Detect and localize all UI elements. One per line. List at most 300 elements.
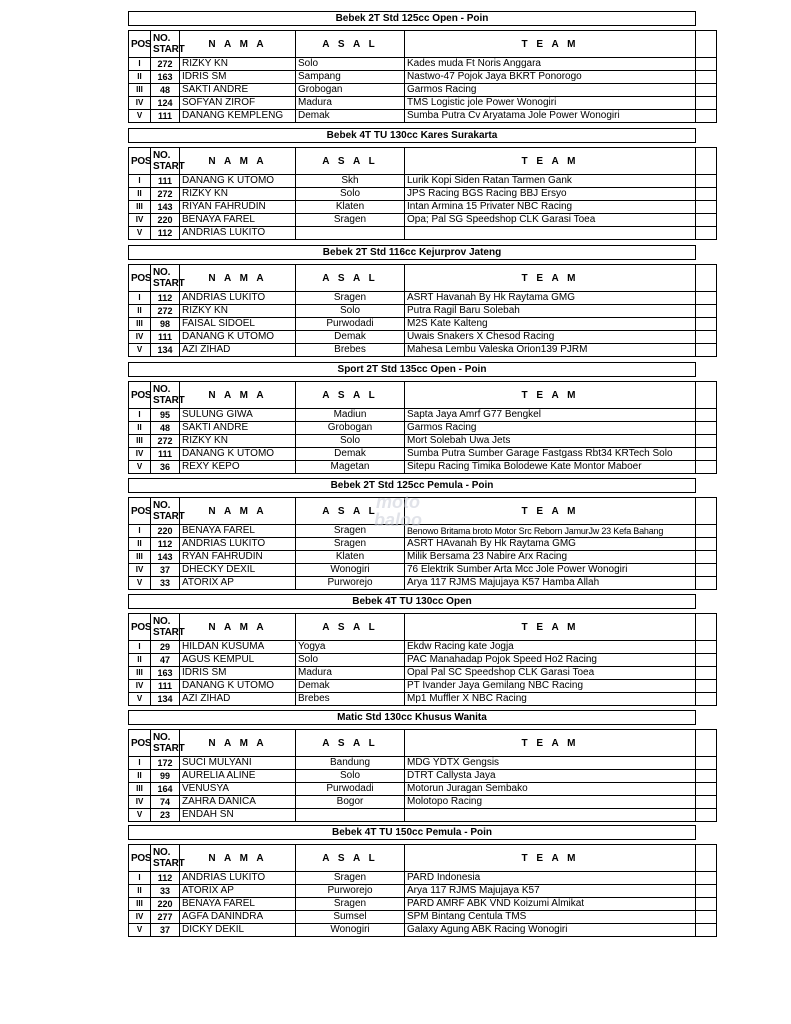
empty-cell (696, 84, 717, 97)
position-cell: IV (129, 911, 151, 924)
team-cell: Arya 117 RJMS Majujaya K57 Hamba Allah (405, 577, 696, 590)
team-cell: Sumba Putra Cv Aryatama Jole Power Wonogiri (405, 110, 696, 123)
column-header-start: START (153, 44, 185, 55)
column-header-nama: N A M A (180, 265, 296, 292)
rider-name-cell: ZAHRA DANICA (180, 796, 296, 809)
column-header-asal: A S A L (296, 614, 405, 641)
column-header-no: NO. (153, 732, 171, 743)
origin-cell: Solo (296, 770, 405, 783)
results-table (128, 30, 717, 123)
table-header-row (129, 845, 717, 872)
start-number-cell: 98 (151, 318, 180, 331)
team-cell: Motorun Juragan Sembako (405, 783, 696, 796)
start-number-cell: 272 (151, 58, 180, 71)
origin-cell: Magetan (296, 461, 405, 474)
origin-cell: Sragen (296, 214, 405, 227)
table-row (129, 872, 717, 885)
rider-name-cell: ATORIX AP (180, 577, 296, 590)
team-cell: Intan Armina 15 Privater NBC Racing (405, 201, 696, 214)
column-header-no: NO. (153, 33, 171, 44)
results-table (128, 264, 717, 357)
position-cell: I (129, 292, 151, 305)
column-header-no-start (151, 498, 185, 525)
column-header-pos: POS (129, 382, 151, 409)
column-header-no-start (151, 845, 185, 872)
origin-cell: Solo (296, 435, 405, 448)
table-row (129, 577, 717, 590)
start-number-cell: 36 (151, 461, 180, 474)
empty-cell (696, 796, 717, 809)
origin-cell: Madura (296, 667, 405, 680)
rider-name-cell: SAKTI ANDRE (180, 422, 296, 435)
start-number-cell: 111 (151, 448, 180, 461)
column-header-pos: POS (129, 148, 151, 175)
results-table (128, 844, 717, 937)
team-cell: Opa; Pal SG Speedshop CLK Garasi Toea (405, 214, 696, 227)
column-header-no: NO. (153, 150, 171, 161)
position-cell: V (129, 693, 151, 706)
table-row (129, 175, 717, 188)
column-header-team: T E A M (405, 382, 696, 409)
column-header-pos: POS (129, 730, 151, 757)
column-header-start: START (153, 743, 185, 754)
start-number-cell: 220 (151, 898, 180, 911)
start-number-cell: 134 (151, 693, 180, 706)
race-class-title: Bebek 2T Std 125cc Pemula - Poin (128, 478, 696, 493)
team-cell: Kades muda Ft Noris Anggara (405, 58, 696, 71)
table-row (129, 757, 717, 770)
table-row (129, 525, 717, 538)
empty-cell (696, 461, 717, 474)
table-row (129, 84, 717, 97)
empty-cell (696, 110, 717, 123)
empty-column-header (696, 730, 717, 757)
position-cell: IV (129, 796, 151, 809)
origin-cell (296, 809, 405, 822)
team-cell: Uwais Snakers X Chesod Racing (405, 331, 696, 344)
column-header-asal: A S A L (296, 148, 405, 175)
rider-name-cell: RYAN FAHRUDIN (180, 551, 296, 564)
position-cell: I (129, 525, 151, 538)
team-cell: DTRT Callysta Jaya (405, 770, 696, 783)
position-cell: II (129, 654, 151, 667)
position-cell: V (129, 110, 151, 123)
start-number-cell: 23 (151, 809, 180, 822)
race-class-title: Bebek 4T TU 150cc Pemula - Poin (128, 825, 696, 840)
rider-name-cell: RIZKY KN (180, 305, 296, 318)
team-cell: Garmos Racing (405, 422, 696, 435)
position-cell: II (129, 422, 151, 435)
start-number-cell: 124 (151, 97, 180, 110)
empty-column-header (696, 614, 717, 641)
start-number-cell: 111 (151, 110, 180, 123)
column-header-start: START (153, 511, 185, 522)
position-cell: V (129, 577, 151, 590)
rider-name-cell: ANDRIAS LUKITO (180, 538, 296, 551)
race-class-title: Bebek 2T Std 116cc Kejurprov Jateng (128, 245, 696, 260)
origin-cell: Klaten (296, 201, 405, 214)
table-row (129, 227, 717, 240)
rider-name-cell: AZI ZIHAD (180, 344, 296, 357)
empty-cell (696, 331, 717, 344)
team-cell: MDG YDTX Gengsis (405, 757, 696, 770)
table-row (129, 667, 717, 680)
table-row (129, 305, 717, 318)
column-header-nama: N A M A (180, 148, 296, 175)
origin-cell: Yogya (296, 641, 405, 654)
team-cell: Opal Pal SC Speedshop CLK Garasi Toea (405, 667, 696, 680)
team-cell: Garmos Racing (405, 84, 696, 97)
start-number-cell: 272 (151, 435, 180, 448)
start-number-cell: 220 (151, 525, 180, 538)
rider-name-cell: AURELIA ALINE (180, 770, 296, 783)
rider-name-cell: SULUNG GIWA (180, 409, 296, 422)
rider-name-cell: DANANG K UTOMO (180, 175, 296, 188)
team-cell: Mort Solebah Uwa Jets (405, 435, 696, 448)
position-cell: III (129, 84, 151, 97)
column-header-start: START (153, 161, 185, 172)
position-cell: IV (129, 214, 151, 227)
rider-name-cell: DANANG KEMPLENG (180, 110, 296, 123)
rider-name-cell: RIZKY KN (180, 188, 296, 201)
empty-cell (696, 201, 717, 214)
column-header-team: T E A M (405, 148, 696, 175)
origin-cell: Purworejo (296, 885, 405, 898)
column-header-asal: A S A L (296, 382, 405, 409)
position-cell: II (129, 71, 151, 84)
origin-cell: Grobogan (296, 422, 405, 435)
team-cell: Putra Ragil Baru Solebah (405, 305, 696, 318)
start-number-cell: 111 (151, 175, 180, 188)
team-cell (405, 227, 696, 240)
rider-name-cell: DICKY DEKIL (180, 924, 296, 937)
start-number-cell: 48 (151, 84, 180, 97)
table-header-row (129, 382, 717, 409)
race-class-title: Matic Std 130cc Khusus Wanita (128, 710, 696, 725)
empty-cell (696, 872, 717, 885)
empty-cell (696, 448, 717, 461)
table-header-row (129, 31, 717, 58)
empty-column-header (696, 845, 717, 872)
position-cell: II (129, 305, 151, 318)
empty-column-header (696, 31, 717, 58)
table-row (129, 214, 717, 227)
team-cell: PT Ivander Jaya Gemilang NBC Racing (405, 680, 696, 693)
empty-cell (696, 641, 717, 654)
origin-cell: Bogor (296, 796, 405, 809)
origin-cell: Klaten (296, 551, 405, 564)
table-row (129, 97, 717, 110)
column-header-pos: POS (129, 265, 151, 292)
start-number-cell: 37 (151, 564, 180, 577)
empty-cell (696, 97, 717, 110)
column-header-pos: POS (129, 31, 151, 58)
empty-cell (696, 809, 717, 822)
column-header-no: NO. (153, 500, 171, 511)
empty-cell (696, 577, 717, 590)
column-header-team: T E A M (405, 845, 696, 872)
empty-cell (696, 667, 717, 680)
origin-cell (296, 227, 405, 240)
watermark-line-2: baloo (374, 510, 422, 530)
table-header-row (129, 265, 717, 292)
empty-cell (696, 305, 717, 318)
empty-column-header (696, 382, 717, 409)
origin-cell: Wonogiri (296, 564, 405, 577)
table-row (129, 924, 717, 937)
watermark-line-1: moto (376, 492, 420, 512)
team-cell: PARD AMRF ABK VND Koizumi Almikat (405, 898, 696, 911)
column-header-team: T E A M (405, 614, 696, 641)
team-cell: TMS Logistic jole Power Wonogiri (405, 97, 696, 110)
empty-cell (696, 564, 717, 577)
origin-cell: Brebes (296, 693, 405, 706)
position-cell: II (129, 188, 151, 201)
rider-name-cell: HILDAN KUSUMA (180, 641, 296, 654)
empty-cell (696, 318, 717, 331)
origin-cell: Solo (296, 188, 405, 201)
position-cell: III (129, 783, 151, 796)
column-header-no-start (151, 31, 185, 58)
empty-cell (696, 175, 717, 188)
column-header-asal: A S A L (296, 730, 405, 757)
rider-name-cell: DANANG K UTOMO (180, 331, 296, 344)
origin-cell: Sampang (296, 71, 405, 84)
table-row (129, 292, 717, 305)
column-header-asal: A S A L (296, 31, 405, 58)
table-row (129, 770, 717, 783)
position-cell: IV (129, 331, 151, 344)
origin-cell: Demak (296, 680, 405, 693)
table-header-row (129, 730, 717, 757)
table-row (129, 783, 717, 796)
team-cell: Nastwo-47 Pojok Jaya BKRT Ponorogo (405, 71, 696, 84)
rider-name-cell: IDRIS SM (180, 667, 296, 680)
origin-cell: Sumsel (296, 911, 405, 924)
empty-cell (696, 409, 717, 422)
table-header-row (129, 498, 717, 525)
table-header-row (129, 148, 717, 175)
position-cell: IV (129, 564, 151, 577)
column-header-asal: A S A L (296, 265, 405, 292)
position-cell: III (129, 551, 151, 564)
empty-cell (696, 435, 717, 448)
table-row (129, 409, 717, 422)
table-row (129, 344, 717, 357)
position-cell: IV (129, 680, 151, 693)
position-cell: III (129, 201, 151, 214)
race-class-title: Sport 2T Std 135cc Open - Poin (128, 362, 696, 377)
team-cell: Lurik Kopi Siden Ratan Tarmen Gank (405, 175, 696, 188)
team-cell: Mp1 Muffler X NBC Racing (405, 693, 696, 706)
column-header-no-start (151, 730, 185, 757)
column-header-team: T E A M (405, 265, 696, 292)
column-header-no: NO. (153, 616, 171, 627)
table-row (129, 318, 717, 331)
table-row (129, 898, 717, 911)
team-cell: JPS Racing BGS Racing BBJ Ersyo (405, 188, 696, 201)
empty-cell (696, 885, 717, 898)
origin-cell: Demak (296, 110, 405, 123)
origin-cell: Demak (296, 448, 405, 461)
empty-cell (696, 188, 717, 201)
empty-cell (696, 693, 717, 706)
empty-column-header (696, 148, 717, 175)
column-header-pos: POS (129, 614, 151, 641)
rider-name-cell: FAISAL SIDOEL (180, 318, 296, 331)
race-class-title: Bebek 4T TU 130cc Open (128, 594, 696, 609)
origin-cell: Wonogiri (296, 924, 405, 937)
start-number-cell: 277 (151, 911, 180, 924)
table-row (129, 551, 717, 564)
start-number-cell: 163 (151, 667, 180, 680)
rider-name-cell: SUCI MULYANI (180, 757, 296, 770)
team-cell: Galaxy Agung ABK Racing Wonogiri (405, 924, 696, 937)
rider-name-cell: AGUS KEMPUL (180, 654, 296, 667)
table-row (129, 641, 717, 654)
table-row (129, 809, 717, 822)
column-header-nama: N A M A (180, 382, 296, 409)
position-cell: I (129, 58, 151, 71)
results-table (128, 147, 717, 240)
start-number-cell: 74 (151, 796, 180, 809)
column-header-nama: N A M A (180, 845, 296, 872)
empty-cell (696, 783, 717, 796)
rider-name-cell: RIZKY KN (180, 435, 296, 448)
position-cell: V (129, 461, 151, 474)
table-header-row (129, 614, 717, 641)
empty-cell (696, 757, 717, 770)
empty-cell (696, 214, 717, 227)
rider-name-cell: DANANG K UTOMO (180, 448, 296, 461)
empty-cell (696, 227, 717, 240)
column-header-start: START (153, 858, 185, 869)
race-class-title: Bebek 2T Std 125cc Open - Poin (128, 11, 696, 26)
team-cell: PARD Indonesia (405, 872, 696, 885)
column-header-asal: A S A L (296, 498, 405, 525)
start-number-cell: 220 (151, 214, 180, 227)
table-row (129, 110, 717, 123)
origin-cell: Madiun (296, 409, 405, 422)
rider-name-cell: VENUSYA (180, 783, 296, 796)
column-header-start: START (153, 278, 185, 289)
team-cell: Milik Bersama 23 Nabire Arx Racing (405, 551, 696, 564)
position-cell: III (129, 435, 151, 448)
empty-cell (696, 344, 717, 357)
race-class-title: Bebek 4T TU 130cc Kares Surakarta (128, 128, 696, 143)
position-cell: III (129, 667, 151, 680)
rider-name-cell: BENAYA FAREL (180, 898, 296, 911)
rider-name-cell: DHECKY DEXIL (180, 564, 296, 577)
origin-cell: Madura (296, 97, 405, 110)
results-table (128, 729, 717, 822)
start-number-cell: 112 (151, 292, 180, 305)
position-cell: I (129, 757, 151, 770)
start-number-cell: 33 (151, 885, 180, 898)
origin-cell: Skh (296, 175, 405, 188)
rider-name-cell: IDRIS SM (180, 71, 296, 84)
start-number-cell: 48 (151, 422, 180, 435)
start-number-cell: 143 (151, 551, 180, 564)
column-header-no-start (151, 265, 185, 292)
origin-cell: Brebes (296, 344, 405, 357)
position-cell: II (129, 770, 151, 783)
origin-cell: Sragen (296, 525, 405, 538)
origin-cell: Solo (296, 58, 405, 71)
column-header-pos: POS (129, 845, 151, 872)
column-header-asal: A S A L (296, 845, 405, 872)
column-header-start: START (153, 627, 185, 638)
rider-name-cell: REXY KEPO (180, 461, 296, 474)
table-row (129, 422, 717, 435)
rider-name-cell: ENDAH SN (180, 809, 296, 822)
start-number-cell: 99 (151, 770, 180, 783)
start-number-cell: 164 (151, 783, 180, 796)
team-cell: Sumba Putra Sumber Garage Fastgass Rbt34 KRTech Solo (405, 448, 696, 461)
origin-cell: Sragen (296, 872, 405, 885)
start-number-cell: 95 (151, 409, 180, 422)
origin-cell: Purworejo (296, 577, 405, 590)
table-row (129, 201, 717, 214)
team-cell: SPM Bintang Centula TMS (405, 911, 696, 924)
empty-cell (696, 654, 717, 667)
position-cell: I (129, 409, 151, 422)
rider-name-cell: RIYAN FAHRUDIN (180, 201, 296, 214)
rider-name-cell: ANDRIAS LUKITO (180, 872, 296, 885)
results-table (128, 497, 717, 590)
origin-cell: Grobogan (296, 84, 405, 97)
table-row (129, 680, 717, 693)
origin-cell: Demak (296, 331, 405, 344)
table-row (129, 911, 717, 924)
empty-cell (696, 924, 717, 937)
team-cell: M2S Kate Kalteng (405, 318, 696, 331)
team-cell (405, 809, 696, 822)
table-row (129, 71, 717, 84)
team-cell: Sapta Jaya Amrf G77 Bengkel (405, 409, 696, 422)
start-number-cell: 172 (151, 757, 180, 770)
position-cell: IV (129, 97, 151, 110)
column-header-team: T E A M (405, 498, 696, 525)
position-cell: V (129, 924, 151, 937)
empty-cell (696, 71, 717, 84)
position-cell: II (129, 885, 151, 898)
column-header-no-start (151, 382, 185, 409)
empty-cell (696, 680, 717, 693)
origin-cell: Purwodadi (296, 783, 405, 796)
start-number-cell: 112 (151, 538, 180, 551)
team-cell: PAC Manahadap Pojok Speed Ho2 Racing (405, 654, 696, 667)
empty-cell (696, 292, 717, 305)
empty-cell (696, 525, 717, 538)
origin-cell: Solo (296, 305, 405, 318)
table-row (129, 885, 717, 898)
rider-name-cell: SOFYAN ZIROF (180, 97, 296, 110)
table-row (129, 435, 717, 448)
position-cell: III (129, 898, 151, 911)
column-header-no: NO. (153, 384, 171, 395)
start-number-cell: 112 (151, 872, 180, 885)
column-header-nama: N A M A (180, 730, 296, 757)
rider-name-cell: SAKTI ANDRE (180, 84, 296, 97)
position-cell: I (129, 175, 151, 188)
start-number-cell: 163 (151, 71, 180, 84)
empty-cell (696, 911, 717, 924)
table-row (129, 564, 717, 577)
rider-name-cell: AGFA DANINDRA (180, 911, 296, 924)
origin-cell: Sragen (296, 898, 405, 911)
column-header-no: NO. (153, 267, 171, 278)
